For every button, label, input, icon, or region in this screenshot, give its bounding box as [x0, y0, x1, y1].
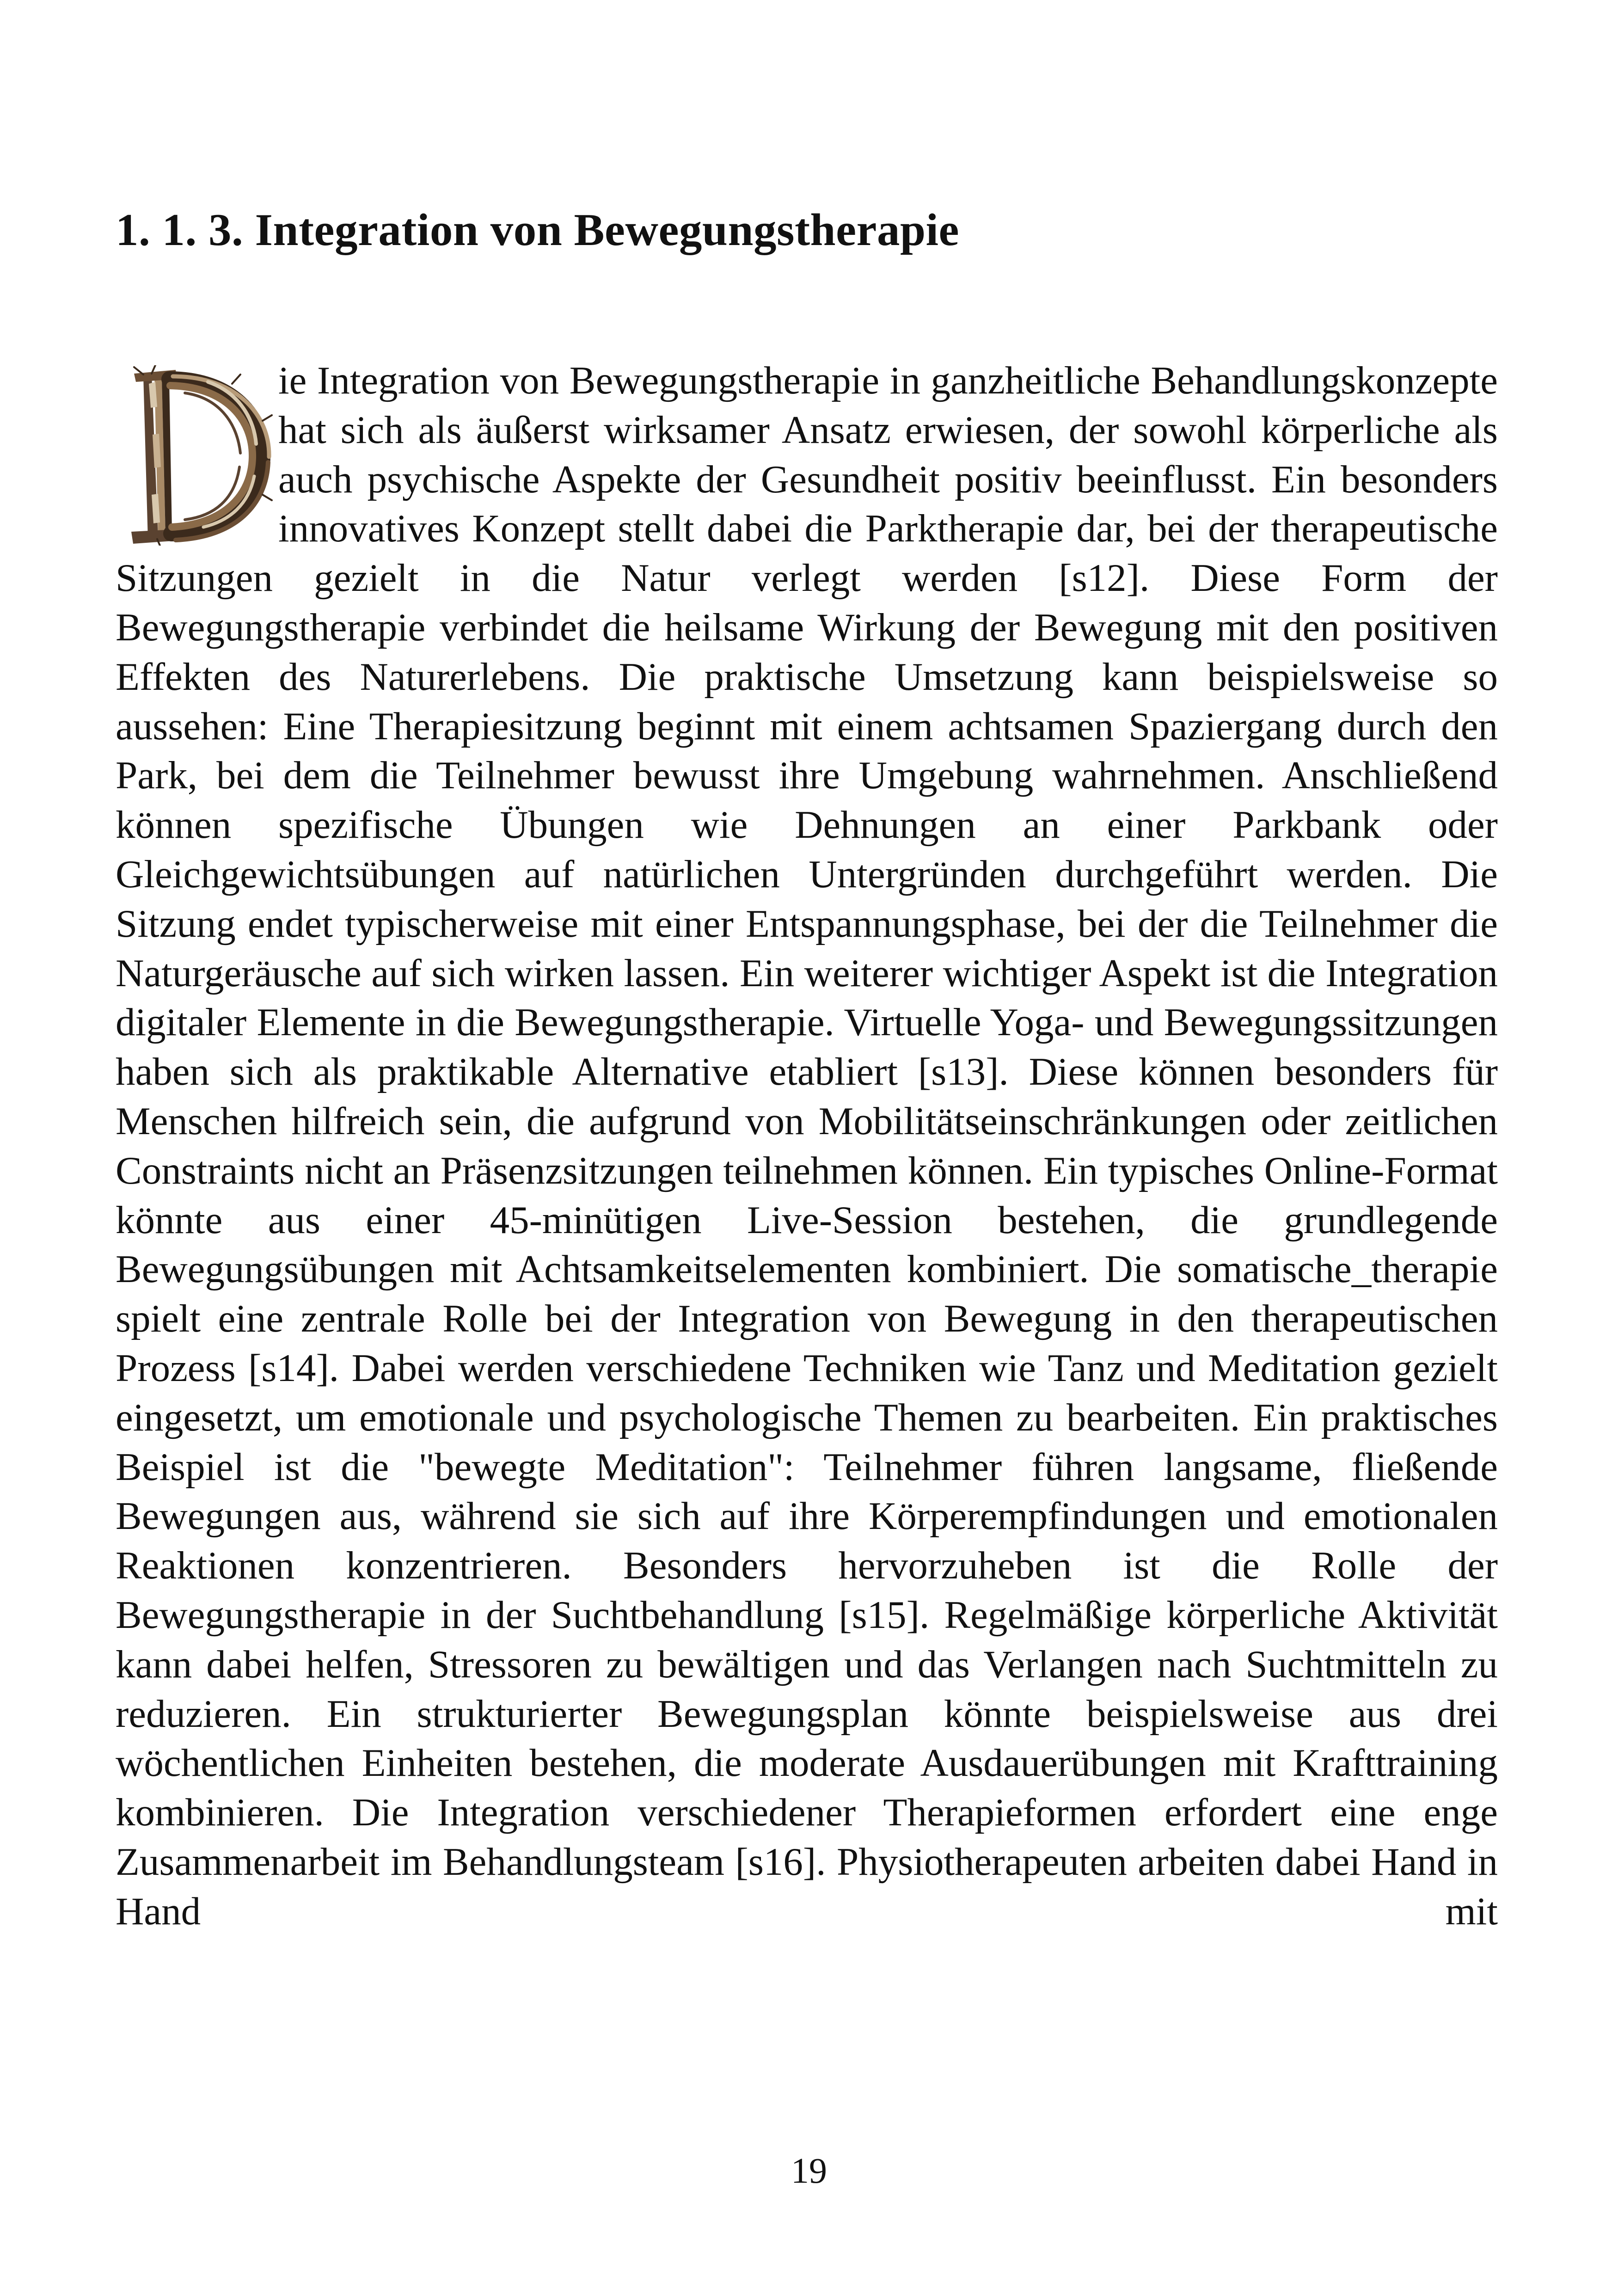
- body-text: ie Integration von Bewegungstherapie in ganzheitliche Behandlungskonzepte hat sich als äußerst wirksamer Ansatz erwiesen, der sowohl körperliche als auch psychische Aspekte der Gesundheit positiv beeinflusst. Ein besonders innovatives Konzept stellt dabei die Parktherapie dar, bei der therapeutische Sitzungen gezielt in die Natur verlegt werden [s12]. Diese Form der Bewegungstherapie verbindet die heilsame Wirkung der Bewegung mit den positiven Effekten des Naturerlebens. Die praktische Umsetzung kann beispielsweise so aussehen: Eine Therapiesitzung beginnt mit einem achtsamen Spaziergang durch den Park, bei dem die Teilnehmer bewusst ihre Umgebung wahrnehmen. Anschließend können spezifische Übungen wie Dehnungen an einer Parkbank oder Gleichgewichtsübungen auf natürlichen Untergründen durchgeführt werden. Die Sitzung endet typischerweise mit einer Entspannungsphase, bei der die Teilnehmer die Naturgeräusche auf sich wirken lassen. Ein weiterer wichtiger Aspekt ist die Integration digitaler Elemente in die Bewegungstherapie. Virtuelle Yoga- und Bewegungssitzungen haben sich als praktikable Alternative etabliert [s13]. Diese können besonders für Menschen hilfreich sein, die aufgrund von Mobilitätseinschränkungen oder zeitlichen Constraints nicht an Präsenzsitzungen teilnehmen können. Ein typisches Online-Format könnte aus einer 45-minütigen Live-Session bestehen, die grundlegende Bewegungsübungen mit Achtsamkeitselementen kombiniert. Die somatische_therapie spielt eine zentrale Rolle bei der Integration von Bewegung in den therapeutischen Prozess [s14]. Dabei werden verschiedene Techniken wie Tanz und Meditation gezielt eingesetzt, um emotionale und psychologische Themen zu bearbeiten. Ein praktisches Beispiel ist die "bewegte Meditation": Teilnehmer führen langsame, fließende Bewegungen aus, während sie sich auf ihre Körperempfindungen und emotionalen Reaktionen konzentrieren. Besonders hervorzuheben ist die Rolle der Bewegungstherapie in der Suchtbehandlung [s15]. Regelmäßige körperliche Aktivität kann dabei helfen, Stressoren zu bewältigen und das Verlangen nach Suchtmitteln zu reduzieren. Ein strukturierter Bewegungsplan könnte beispielsweise aus drei wöchentlichen Einheiten bestehen, die moderate Ausdauerübungen mit Krafttraining kombinieren. Die Integration verschiedener Therapieformen erfordert eine enge Zusammenarbeit im Behandlungsteam [s16]. Physiotherapeuten arbeiten dabei Hand in Hand mit: [116, 359, 1498, 1933]
- branch-letter-d-icon: [116, 365, 273, 546]
- drop-cap-d-image: [116, 365, 273, 546]
- drop-cap-stem: [131, 370, 186, 544]
- section-heading: 1. 1. 3. Integration von Bewegungstherapie: [116, 205, 959, 255]
- body-paragraph: [116, 356, 1498, 1936]
- drop-cap-bowl: [169, 376, 269, 540]
- page-number: 19: [791, 2150, 827, 2191]
